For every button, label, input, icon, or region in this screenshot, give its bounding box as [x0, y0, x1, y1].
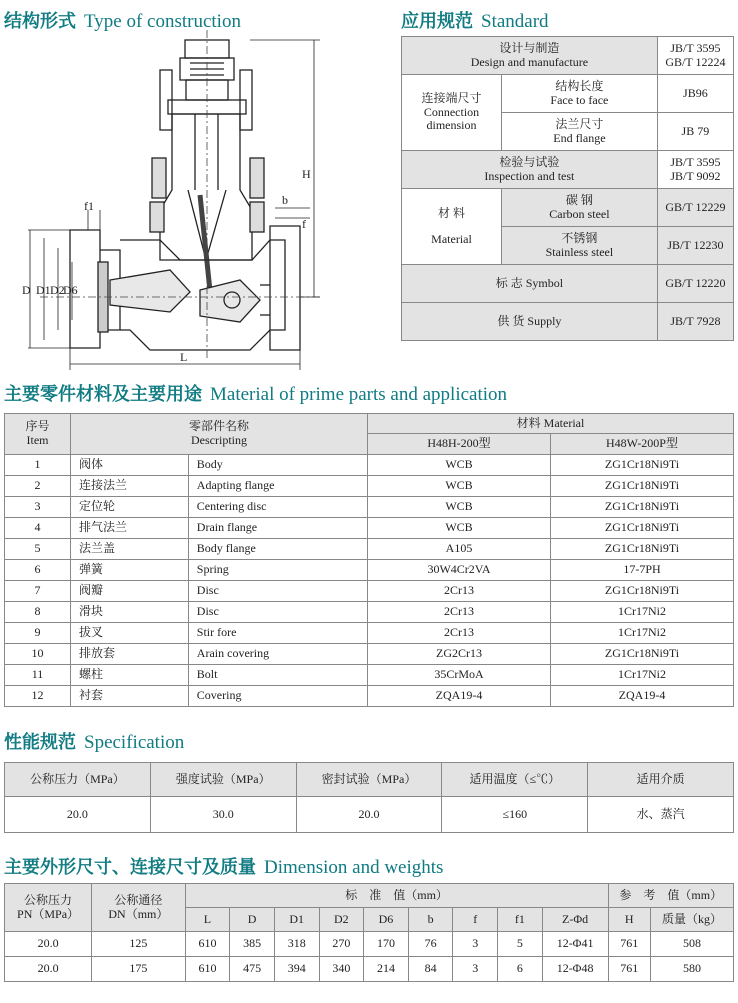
dims-title: [4, 853, 443, 879]
design-zh: 设计与制造: [499, 40, 560, 55]
dimension-lines: [28, 40, 320, 370]
dims-value: 3: [453, 932, 498, 957]
table-row: [402, 265, 734, 303]
spec-value-0: 20.0: [5, 797, 151, 833]
conn-zh: 连接端尺寸: [421, 90, 482, 105]
inspect-val2: JB/T 9092: [670, 168, 721, 183]
part-number: 8: [5, 602, 71, 623]
part-material-h48h: ZG2Cr13: [368, 644, 551, 665]
part-name-zh: 拔叉: [71, 623, 189, 644]
part-number: 9: [5, 623, 71, 644]
part-name-zh: 定位轮: [71, 497, 189, 518]
table-row: [5, 581, 734, 602]
dims-col-header: f: [453, 908, 498, 932]
dims-col-header: 质量（kg）: [651, 908, 734, 932]
pn-header-en: PN（MPa）: [17, 906, 80, 921]
flange-zh: 法兰尺寸: [555, 116, 604, 131]
stainless-en: Stainless steel: [545, 244, 614, 259]
item-header-zh: 序号: [25, 419, 50, 434]
part-number: 11: [5, 665, 71, 686]
part-name-en: Centering disc: [188, 497, 367, 518]
part-name-en: Body: [188, 455, 367, 476]
part-material-h48w: ZG1Cr18Ni9Ti: [551, 455, 734, 476]
dims-pn: 20.0: [5, 957, 92, 982]
dims-table: [4, 883, 734, 982]
part-material-h48h: ZQA19-4: [368, 686, 551, 707]
design-value: [657, 37, 733, 75]
stainless-cell: [502, 227, 658, 265]
parts-title: [4, 380, 507, 406]
ref-value-header: 参 考 值（mm）: [608, 884, 733, 908]
part-name-en: Covering: [188, 686, 367, 707]
dims-value: 385: [230, 932, 275, 957]
table-row: [5, 665, 734, 686]
standard-title-zh: 应用规范: [401, 11, 473, 32]
dn-header-zh: 公称通径: [114, 892, 163, 907]
f2f-cell: [502, 75, 658, 113]
part-material-h48h: 30W4Cr2VA: [368, 560, 551, 581]
part-material-h48w: 17-7PH: [551, 560, 734, 581]
spec-value-3: ≤160: [442, 797, 588, 833]
table-row: [5, 602, 734, 623]
conn-cell: [402, 75, 502, 151]
dim-label-D6: D6: [63, 283, 78, 297]
inspect-en: Inspection and test: [484, 168, 575, 183]
part-material-h48w: ZG1Cr18Ni9Ti: [551, 581, 734, 602]
flange-en: End flange: [553, 130, 606, 145]
design-val2: GB/T 12224: [665, 54, 726, 69]
part-name-en: Spring: [188, 560, 367, 581]
part-material-h48w: 1Cr17Ni2: [551, 665, 734, 686]
item-header: [5, 414, 71, 455]
part-name-zh: 衬套: [71, 686, 189, 707]
spec-value-1: 30.0: [150, 797, 296, 833]
dims-value: 340: [319, 957, 364, 982]
spec-header-3: 适用温度（≤℃）: [442, 763, 588, 797]
valve-drawing: [0, 30, 380, 375]
dims-col-header: D: [230, 908, 275, 932]
pn-header-zh: 公称压力: [24, 892, 73, 907]
parts-table: [4, 413, 734, 707]
dims-value: 3: [453, 957, 498, 982]
part-material-h48w: ZG1Cr18Ni9Ti: [551, 518, 734, 539]
symbol-value: GB/T 12220: [657, 265, 733, 303]
dims-value: 475: [230, 957, 275, 982]
dims-col-header: D6: [364, 908, 409, 932]
dim-label-D: D: [22, 283, 31, 297]
spec-value-2: 20.0: [296, 797, 442, 833]
dims-body: [5, 932, 734, 982]
dims-col-header: D1: [274, 908, 319, 932]
part-number: 5: [5, 539, 71, 560]
dims-value: 394: [274, 957, 319, 982]
part-name-zh: 弹簧: [71, 560, 189, 581]
part-material-h48h: WCB: [368, 476, 551, 497]
part-name-en: Drain flange: [188, 518, 367, 539]
inspect-cell: [402, 151, 658, 189]
carbon-value: GB/T 12229: [657, 189, 733, 227]
part-material-h48h: 2Cr13: [368, 623, 551, 644]
part-material-h48w: 1Cr17Ni2: [551, 623, 734, 644]
spec-title: [4, 728, 184, 754]
standard-title-en: Standard: [481, 11, 549, 32]
part-material-h48w: ZQA19-4: [551, 686, 734, 707]
inspect-val1: JB/T 3595: [670, 154, 721, 169]
col-h48w: H48W-200P型: [551, 434, 734, 455]
inspect-zh: 检验与试验: [499, 154, 560, 169]
part-name-zh: 阀瓣: [71, 581, 189, 602]
parts-title-zh: 主要零件材料及主要用途: [4, 384, 202, 405]
table-header-row: [5, 763, 734, 797]
part-number: 2: [5, 476, 71, 497]
dim-label-H: H: [302, 167, 311, 181]
dims-value: 610: [185, 957, 230, 982]
dim-label-D2: D2: [50, 283, 65, 297]
dims-col-header: D2: [319, 908, 364, 932]
part-number: 1: [5, 455, 71, 476]
part-material-h48w: ZG1Cr18Ni9Ti: [551, 644, 734, 665]
dims-value: 580: [651, 957, 734, 982]
dims-value: 508: [651, 932, 734, 957]
part-material-h48h: WCB: [368, 455, 551, 476]
table-row: [5, 497, 734, 518]
part-material-h48h: A105: [368, 539, 551, 560]
table-row: [5, 957, 734, 982]
part-material-h48w: ZG1Cr18Ni9Ti: [551, 476, 734, 497]
dims-dn: 125: [92, 932, 186, 957]
part-material-h48w: 1Cr17Ni2: [551, 602, 734, 623]
desc-header: [71, 414, 368, 455]
part-name-zh: 法兰盖: [71, 539, 189, 560]
inspect-value: [657, 151, 733, 189]
dims-dn: 175: [92, 957, 186, 982]
dim-label-f: f: [302, 217, 306, 231]
spec-value-4: 水、蒸汽: [588, 797, 734, 833]
desc-header-zh: 零部件名称: [188, 419, 249, 434]
table-header-row: [5, 414, 734, 434]
design-val1: JB/T 3595: [670, 40, 721, 55]
table-row: [5, 518, 734, 539]
part-material-h48h: WCB: [368, 497, 551, 518]
parts-title-en: Material of prime parts and application: [210, 384, 508, 405]
part-number: 7: [5, 581, 71, 602]
part-number: 4: [5, 518, 71, 539]
table-row: [402, 189, 734, 227]
dim-label-D1: D1: [36, 283, 51, 297]
standard-title: [401, 7, 549, 33]
part-name-en: Arain covering: [188, 644, 367, 665]
supply-value: JB/T 7928: [657, 303, 733, 341]
carbon-zh: 碳 钢: [565, 192, 593, 207]
table-row: [402, 151, 734, 189]
part-material-h48w: ZG1Cr18Ni9Ti: [551, 497, 734, 518]
col-h48h: H48H-200型: [368, 434, 551, 455]
part-name-en: Stir fore: [188, 623, 367, 644]
part-name-en: Body flange: [188, 539, 367, 560]
design-cell: [402, 37, 658, 75]
part-name-zh: 排放套: [71, 644, 189, 665]
table-row: [5, 560, 734, 581]
conn-en1: Connection: [423, 104, 480, 119]
part-name-zh: 连接法兰: [71, 476, 189, 497]
part-material-h48h: WCB: [368, 518, 551, 539]
dims-value: 318: [274, 932, 319, 957]
spec-header-4: 适用介质: [588, 763, 734, 797]
valve-outline: [70, 40, 300, 350]
table-row: [5, 455, 734, 476]
part-name-en: Adapting flange: [188, 476, 367, 497]
dims-pn: 20.0: [5, 932, 92, 957]
table-row: [5, 686, 734, 707]
dims-col-header: H: [608, 908, 651, 932]
pn-header: [5, 884, 92, 932]
dims-title-zh: 主要外形尺寸、连接尺寸及质量: [4, 857, 256, 878]
material-en: Material: [431, 231, 472, 246]
part-material-h48w: ZG1Cr18Ni9Ti: [551, 539, 734, 560]
spec-title-en: Specification: [84, 732, 185, 753]
part-name-zh: 排气法兰: [71, 518, 189, 539]
dims-value: 84: [408, 957, 453, 982]
dims-col-header: f1: [498, 908, 543, 932]
part-name-zh: 滑块: [71, 602, 189, 623]
table-row: [402, 37, 734, 75]
table-row: [5, 476, 734, 497]
carbon-cell: [502, 189, 658, 227]
flange-cell: [502, 113, 658, 151]
dims-col-header: Z-Φd: [542, 908, 608, 932]
stainless-value: JB/T 12230: [657, 227, 733, 265]
table-row: [402, 303, 734, 341]
carbon-en: Carbon steel: [549, 206, 610, 221]
material-zh: 材 料: [437, 205, 465, 220]
f2f-en: Face to face: [550, 92, 609, 107]
flange-value: JB 79: [657, 113, 733, 151]
dims-value: 12-Φ41: [542, 932, 608, 957]
dims-value: 12-Φ48: [542, 957, 608, 982]
symbol-cell: 标 志 Symbol: [402, 265, 658, 303]
dims-title-en: Dimension and weights: [264, 857, 444, 878]
table-row: [402, 75, 734, 113]
dims-value: 214: [364, 957, 409, 982]
table-row: [5, 932, 734, 957]
table-row: [5, 644, 734, 665]
part-name-zh: 阀体: [71, 455, 189, 476]
dims-value: 610: [185, 932, 230, 957]
design-en: Design and manufacture: [470, 54, 589, 69]
std-value-header: 标 准 值（mm）: [185, 884, 608, 908]
parts-body: [5, 455, 734, 707]
dn-header-en: DN（mm）: [108, 906, 169, 921]
dims-value: 6: [498, 957, 543, 982]
f2f-zh: 结构长度: [555, 78, 604, 93]
part-name-en: Bolt: [188, 665, 367, 686]
part-name-en: Disc: [188, 602, 367, 623]
part-number: 12: [5, 686, 71, 707]
dn-header: [92, 884, 186, 932]
dims-value: 761: [608, 932, 651, 957]
conn-en2: dimension: [426, 118, 477, 133]
item-header-en: Item: [26, 433, 49, 447]
part-material-h48h: 2Cr13: [368, 602, 551, 623]
dims-col-header: b: [408, 908, 453, 932]
spec-header-2: 密封试验（MPa）: [296, 763, 442, 797]
part-material-h48h: 2Cr13: [368, 581, 551, 602]
part-number: 6: [5, 560, 71, 581]
desc-header-en: Descripting: [191, 433, 247, 447]
table-row: [5, 797, 734, 833]
spec-table: [4, 762, 734, 833]
table-header-row: [5, 884, 734, 908]
part-number: 3: [5, 497, 71, 518]
dim-label-b: b: [282, 193, 288, 207]
dims-value: 76: [408, 932, 453, 957]
dims-value: 170: [364, 932, 409, 957]
spec-header-0: 公称压力（MPa）: [5, 763, 151, 797]
part-number: 10: [5, 644, 71, 665]
part-name-en: Disc: [188, 581, 367, 602]
dims-col-header: L: [185, 908, 230, 932]
material-header: 材料 Material: [368, 414, 734, 434]
construction-title-zh: 结构形式: [4, 11, 76, 32]
spec-header-1: 强度试验（MPa）: [150, 763, 296, 797]
dims-value: 761: [608, 957, 651, 982]
table-row: [5, 623, 734, 644]
part-material-h48h: 35CrMoA: [368, 665, 551, 686]
dim-label-L: L: [180, 350, 188, 364]
dim-label-f1: f1: [84, 199, 94, 213]
material-cell: [402, 189, 502, 265]
spec-title-zh: 性能规范: [4, 732, 76, 753]
construction-title-en: Type of construction: [84, 11, 241, 32]
dims-value: 5: [498, 932, 543, 957]
supply-cell: 供 货 Supply: [402, 303, 658, 341]
part-name-zh: 螺柱: [71, 665, 189, 686]
dims-value: 270: [319, 932, 364, 957]
f2f-value: JB96: [657, 75, 733, 113]
standard-table: [401, 36, 734, 341]
stainless-zh: 不锈钢: [561, 230, 598, 245]
table-row: [5, 539, 734, 560]
